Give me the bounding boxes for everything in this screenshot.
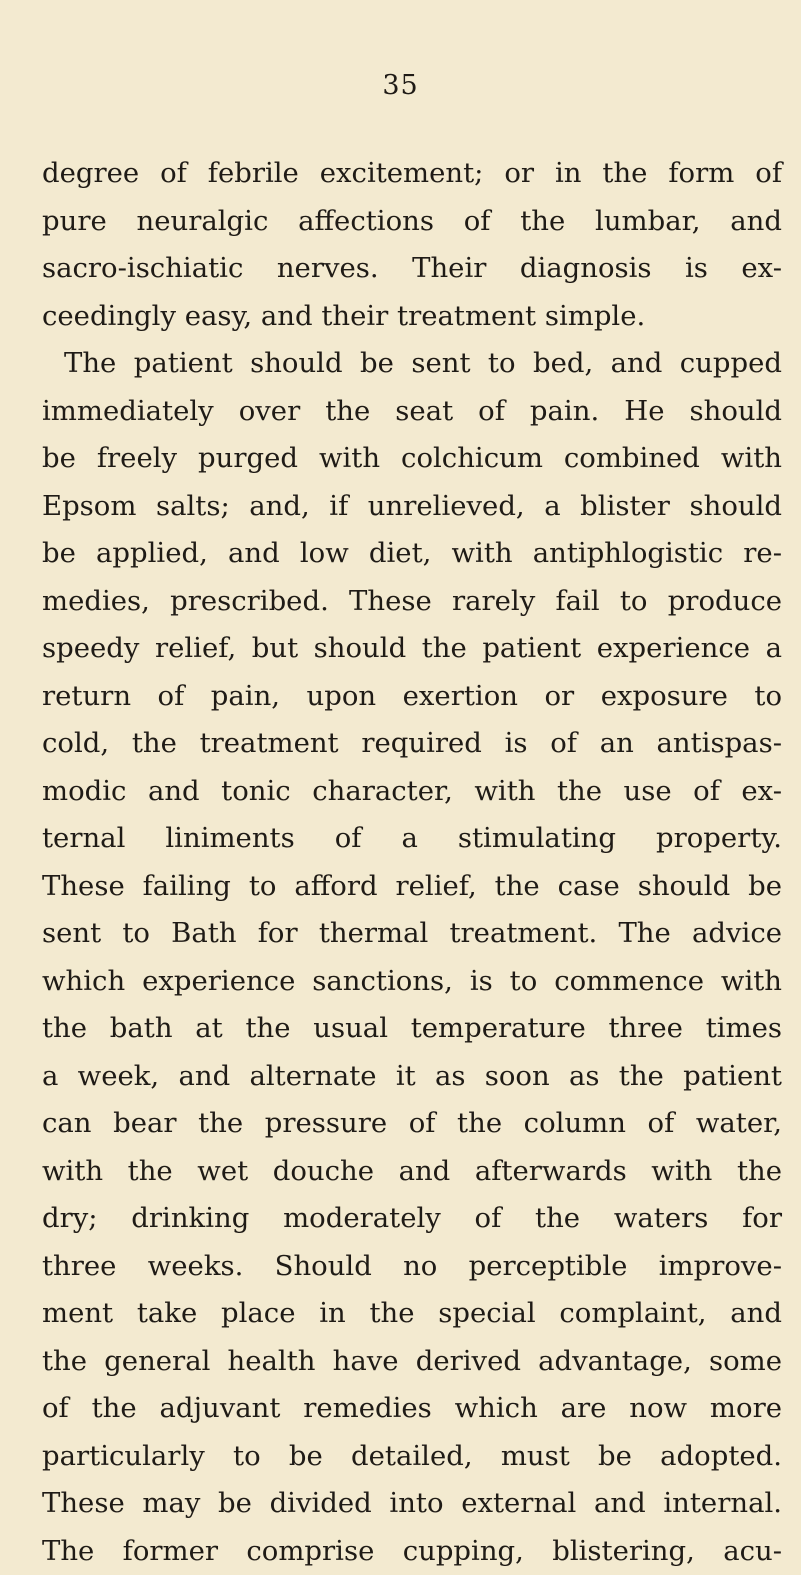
text-line: sacro-ischiatic nerves. Their diagnosis is ex- (42, 245, 782, 293)
text-line: ceedingly easy, and their treatment simple. (42, 293, 782, 341)
text-line: sent to Bath for thermal treatment. The advice (42, 910, 782, 958)
text-line: modic and tonic character, with the use of ex- (42, 768, 782, 816)
text-line: immediately over the seat of pain. He should (42, 388, 782, 436)
text-line: dry; drinking moderately of the waters for (42, 1195, 782, 1243)
text-line: three weeks. Should no perceptible improve- (42, 1243, 782, 1291)
text-line: the bath at the usual temperature three times (42, 1005, 782, 1053)
text-line: can bear the pressure of the column of water, (42, 1100, 782, 1148)
text-line: ternal liniments of a stimulating property. (42, 815, 782, 863)
text-line: degree of febrile excitement; or in the form of (42, 150, 782, 198)
text-line: be applied, and low diet, with antiphlogistic re- (42, 530, 782, 578)
text-line: ment take place in the special complaint, and (42, 1290, 782, 1338)
text-line: speedy relief, but should the patient experience a (42, 625, 782, 673)
text-line: These may be divided into external and internal. (42, 1480, 782, 1528)
text-line: which experience sanctions, is to commence with (42, 958, 782, 1006)
text-line: return of pain, upon exertion or exposure to (42, 673, 782, 721)
text-line: The patient should be sent to bed, and cupped (42, 340, 782, 388)
text-line: cold, the treatment required is of an antispas- (42, 720, 782, 768)
text-line: a week, and alternate it as soon as the patient (42, 1053, 782, 1101)
body-text (42, 150, 782, 1575)
text-line: These failing to afford relief, the case should be (42, 863, 782, 911)
text-line: the general health have derived advantage, some (42, 1338, 782, 1386)
text-line: with the wet douche and afterwards with the (42, 1148, 782, 1196)
page-number: 35 (0, 70, 801, 101)
text-line: of the adjuvant remedies which are now more (42, 1385, 782, 1433)
text-line: Epsom salts; and, if unrelieved, a blister should (42, 483, 782, 531)
text-line: particularly to be detailed, must be adopted. (42, 1433, 782, 1481)
text-line: medies, prescribed. These rarely fail to produce (42, 578, 782, 626)
text-line: pure neuralgic affections of the lumbar, and (42, 198, 782, 246)
text-line: be freely purged with colchicum combined with (42, 435, 782, 483)
text-line: The former comprise cupping, blistering, acu- (42, 1528, 782, 1575)
